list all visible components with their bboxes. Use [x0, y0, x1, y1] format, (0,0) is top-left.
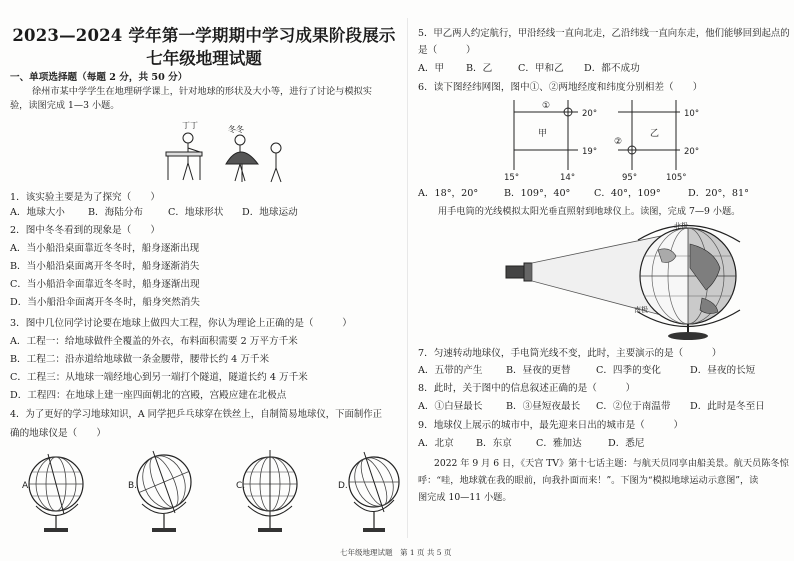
q9-option-c[interactable]: C．雅加达 — [536, 438, 582, 449]
passage-line-1: 2022 年 9 月 6 日，《天宫 TV》第十七话主题：与航天员同享由船美景。航天员陈冬惊 — [434, 458, 789, 469]
passage-line-3: 图完成 10—11 小题。 — [418, 492, 512, 503]
passage-line-2: 呼：“哇，地球就在我的眼前，向我扑面而来！”。下图为“模拟地球运动示意图”，读 — [418, 475, 759, 486]
q3-stem: 3．图中几位同学讨论要在地球上做四大工程，你认为理论上正确的是（ ） — [10, 318, 352, 329]
q5-option-c[interactable]: C．甲和乙 — [518, 63, 564, 74]
right-lon-left: 95° — [622, 173, 638, 182]
globe-option-d-icon[interactable] — [348, 452, 400, 532]
q8-option-d[interactable]: D．此时是冬至日 — [690, 401, 765, 412]
q2-stem: 2．图中冬冬看到的现象是（ ） — [10, 225, 161, 236]
point-1-label: ① — [542, 101, 551, 111]
label-dingding: 丁丁 — [182, 121, 198, 130]
student-third — [271, 143, 281, 182]
q6-stem: 6．读下图经纬网图，图中①、②两地经度和纬度分别相差（ ） — [418, 82, 703, 93]
q1-option-c[interactable]: C．地球形状 — [168, 207, 224, 218]
q1-option-b[interactable]: B．海陆分布 — [88, 207, 144, 218]
q8-option-a[interactable]: A．①白昼最长 — [418, 401, 483, 412]
q4-globe-options — [8, 444, 400, 536]
q6-option-d[interactable]: D．20°，81° — [688, 188, 749, 199]
section-heading: 一、单项选择题（每题 2 分，共 50 分） — [10, 72, 188, 83]
exam-title: 2023—2024 学年第一学期期中学习成果阶段展示 — [12, 26, 396, 45]
q5-stem-line-2: 是（ ） — [418, 45, 476, 56]
q2-option-d[interactable]: D．当小船沿伞面离开冬冬时，船身突然消失 — [10, 297, 200, 308]
q6-graticule-maps — [418, 96, 788, 182]
q7-option-a[interactable]: A．五带的产生 — [418, 365, 483, 376]
q9-option-d[interactable]: D．悉尼 — [608, 438, 645, 449]
q3-option-c[interactable]: C．工程三：从地球一端经地心到另一端打个隧道，隧道长约 4 万千米 — [10, 372, 308, 383]
q3-option-d[interactable]: D．工程四：在地球上建一座四面朝北的宫殿，宫殿应建在北极点 — [10, 390, 287, 401]
q4-stem-line-1: 4．为了更好的学习地球知识，A 同学把乒乓球穿在铁丝上，自制简易地球仪，下面制作正 — [10, 409, 382, 420]
experiment-illustration — [158, 118, 298, 188]
flashlight-globe-figure — [488, 220, 778, 342]
q7-stem: 7．匀速转动地球仪，手电筒光线不变，此时，主要演示的是（ ） — [418, 348, 722, 359]
q2-option-c[interactable]: C．当小船沿伞面靠近冬冬时，船身逐渐出现 — [10, 279, 200, 290]
globe-label-c: C. — [236, 481, 246, 491]
graticule-map-right — [618, 100, 680, 170]
q1-option-a[interactable]: A．地球大小 — [10, 207, 65, 218]
q8-option-c[interactable]: C．②位于南温带 — [596, 401, 671, 412]
q5-option-d[interactable]: D．都不成功 — [584, 63, 640, 74]
column-divider — [407, 18, 408, 538]
q6-option-b[interactable]: B．109°，40° — [504, 188, 571, 199]
north-pole-label: 北极 — [674, 222, 688, 230]
region-jia: 甲 — [538, 129, 548, 139]
globe-label-d: D. — [338, 481, 348, 491]
right-lon-right: 105° — [666, 173, 687, 182]
globe-icon — [638, 225, 740, 340]
globe-option-b-icon[interactable] — [135, 449, 193, 532]
label-dongdong: 冬冬 — [228, 125, 244, 134]
q9-option-a[interactable]: A．北京 — [418, 438, 454, 449]
q3-option-a[interactable]: A．工程一：给地球做件全覆盖的外衣，布料面积需要 2 万平方千米 — [10, 336, 298, 347]
q9-stem: 9．地球仪上展示的城市中，最先迎来日出的城市是（ ） — [418, 420, 684, 431]
region-yi: 乙 — [650, 129, 660, 139]
q8-option-b[interactable]: B．③昼短夜最长 — [506, 401, 581, 412]
globe-label-b: B. — [128, 481, 138, 491]
q9-option-b[interactable]: B．东京 — [476, 438, 512, 449]
q6-option-c[interactable]: C．40°，109° — [594, 188, 661, 199]
intro-line-1: 徐州市某中学学生在地理研学课上，针对地球的形状及大小等，进行了讨论与模拟实 — [32, 86, 372, 97]
exam-subtitle: 七年级地理试题 — [146, 49, 262, 68]
figure2-intro: 用手电筒的光线模拟太阳光垂直照射到地球仪上。读图，完成 7—9 小题。 — [438, 206, 741, 217]
q6-option-a[interactable]: A．18°，20° — [418, 188, 479, 199]
left-lon-left: 15° — [504, 173, 520, 182]
q1-stem: 1．该实验主要是为了探究（ ） — [10, 192, 161, 203]
q5-option-a[interactable]: A．甲 — [418, 63, 445, 74]
q7-option-c[interactable]: C．四季的变化 — [596, 365, 661, 376]
page-footer: 七年级地理试题 第 1 页 共 5 页 — [340, 548, 452, 557]
globe-option-c-icon[interactable] — [243, 450, 297, 532]
south-pole-label: 南极 — [634, 306, 648, 314]
q2-option-a[interactable]: A．当小船沿桌面靠近冬冬时，船身逐渐出现 — [10, 243, 200, 254]
umbrella — [226, 152, 258, 182]
q4-stem-line-2: 确的地球仪是（ ） — [10, 428, 106, 439]
left-lat-top: 20° — [582, 109, 598, 119]
globe-label-a: A. — [22, 481, 31, 491]
q1-option-d[interactable]: D．地球运动 — [242, 207, 298, 218]
q8-stem: 8．此时，关于图中的信息叙述正确的是（ ） — [418, 383, 636, 394]
left-lon-right: 14° — [560, 173, 576, 182]
right-lat-bottom: 20° — [684, 147, 700, 157]
q2-option-b[interactable]: B．当小船沿桌面离开冬冬时，船身逐渐消失 — [10, 261, 200, 272]
point-2-label: ② — [614, 137, 623, 147]
q7-option-b[interactable]: B．昼夜的更替 — [506, 365, 571, 376]
q3-option-b[interactable]: B．工程二：沿赤道给地球做一条金腰带，腰带长约 4 万千米 — [10, 354, 270, 365]
intro-line-2: 验，读图完成 1—3 小题。 — [10, 100, 120, 111]
q5-option-b[interactable]: B．乙 — [466, 63, 493, 74]
left-lat-bottom: 19° — [582, 147, 598, 157]
right-lat-top: 10° — [684, 109, 700, 119]
q7-option-d[interactable]: D．昼夜的长短 — [690, 365, 756, 376]
flashlight-icon — [506, 263, 532, 281]
q5-stem-line-1: 5．甲乙两人约定航行，甲沿经线一直向北走，乙沿纬线一直向东走，他们能够回到起点的 — [418, 28, 790, 39]
globe-option-a-icon[interactable] — [29, 454, 83, 532]
